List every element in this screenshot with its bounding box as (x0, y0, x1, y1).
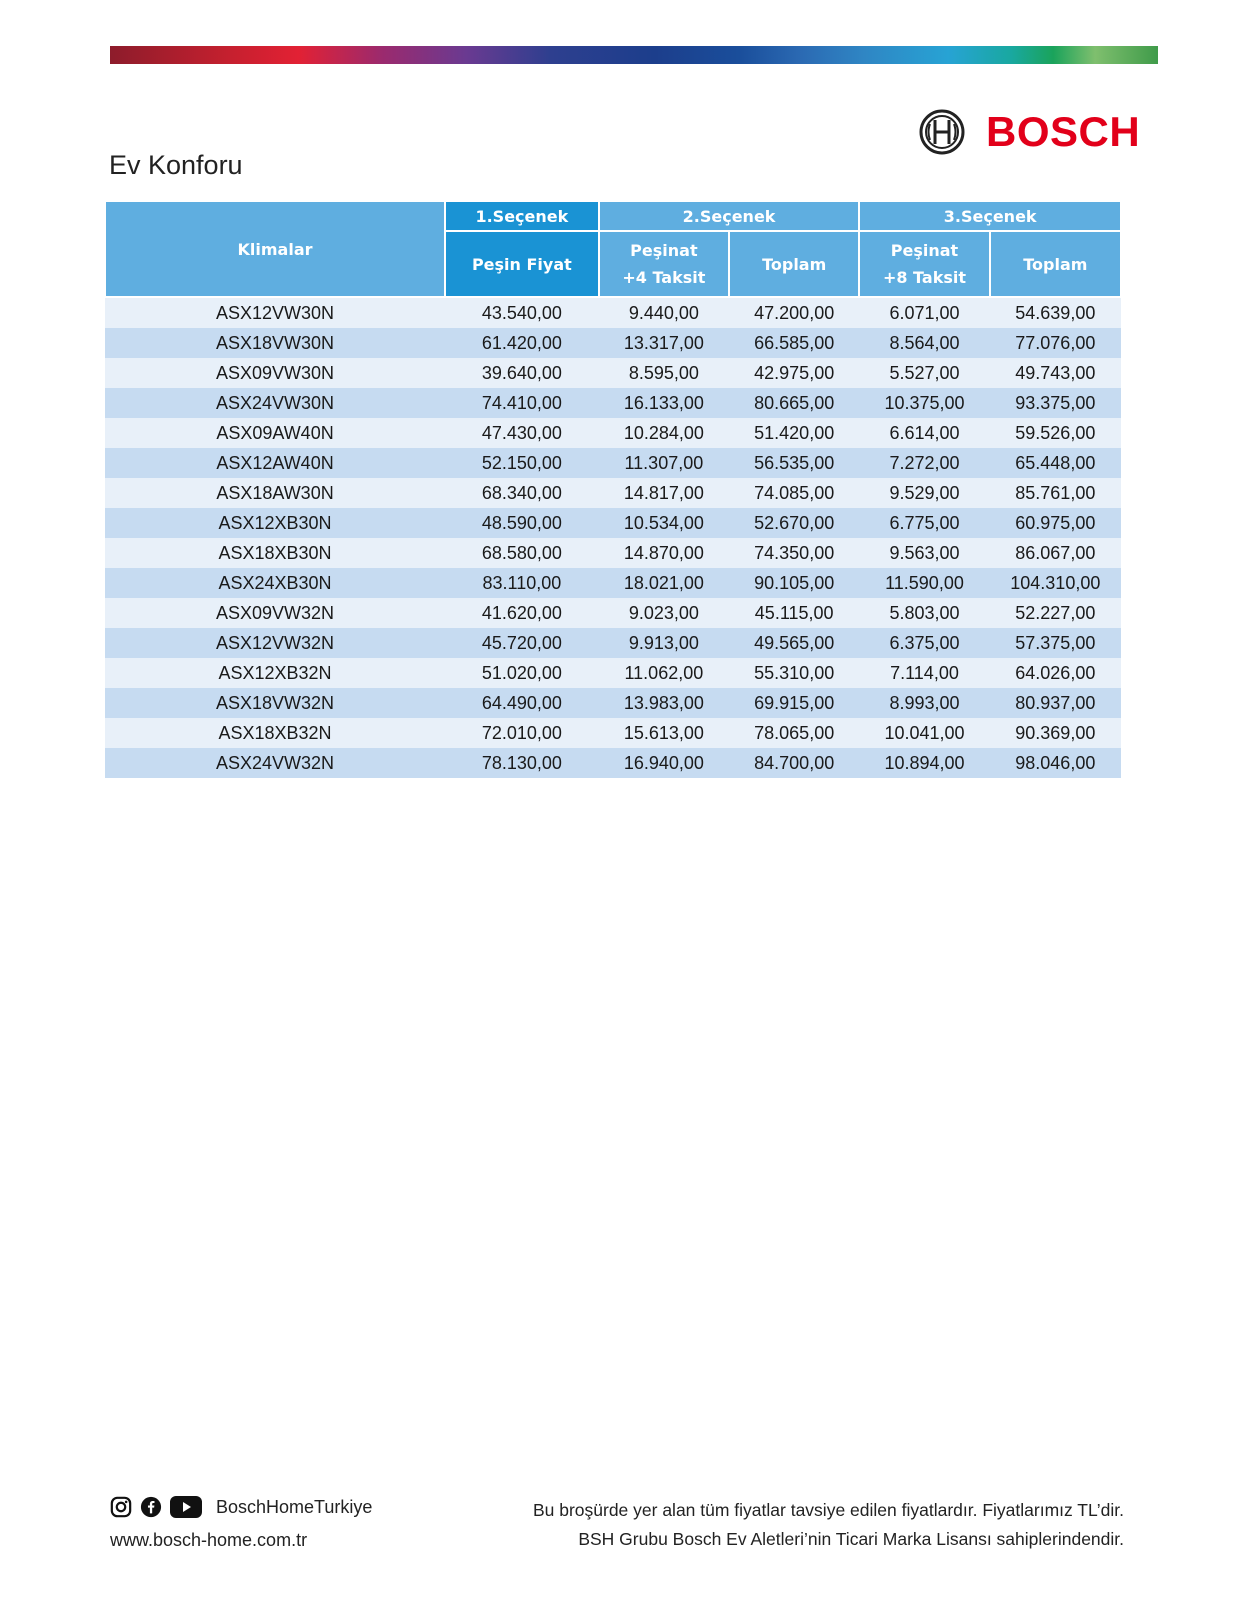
total-3-cell: 64.026,00 (990, 658, 1121, 688)
down-payment-4-installments-header (599, 231, 729, 297)
total-2-cell: 42.975,00 (729, 358, 859, 388)
table-row (105, 718, 1121, 748)
down-payment-4-cell: 9.023,00 (599, 598, 729, 628)
model-cell: ASX09VW32N (105, 598, 445, 628)
down-payment-8-cell: 6.375,00 (859, 628, 989, 658)
down-payment-8-cell: 10.041,00 (859, 718, 989, 748)
model-cell: ASX12XB30N (105, 508, 445, 538)
model-cell: ASX12VW32N (105, 628, 445, 658)
total-3-cell: 60.975,00 (990, 508, 1121, 538)
down-payment-4-cell: 11.062,00 (599, 658, 729, 688)
total-2-cell: 90.105,00 (729, 568, 859, 598)
facebook-icon[interactable] (140, 1496, 162, 1518)
total-2-cell: 51.420,00 (729, 418, 859, 448)
social-links (110, 1496, 372, 1518)
table-row (105, 478, 1121, 508)
total-2-cell: 55.310,00 (729, 658, 859, 688)
disclaimer-line-1: Bu broşürde yer alan tüm fiyatlar tavsiye edilen fiyatlardır. Fiyatlarımız TL’dir. (532, 1500, 1124, 1520)
down-payment-4-cell: 18.021,00 (599, 568, 729, 598)
total-2-cell: 47.200,00 (729, 297, 859, 328)
total-2-cell: 80.665,00 (729, 388, 859, 418)
total-3-cell: 98.046,00 (990, 748, 1121, 778)
model-cell: ASX12XB32N (105, 658, 445, 688)
brand-color-stripe (110, 46, 1158, 64)
down-payment-8-cell: 8.564,00 (859, 328, 989, 358)
cash-price-cell: 68.340,00 (445, 478, 599, 508)
model-cell: ASX09AW40N (105, 418, 445, 448)
total-3-cell: 57.375,00 (990, 628, 1121, 658)
total-3-cell: 80.937,00 (990, 688, 1121, 718)
total-2-cell: 45.115,00 (729, 598, 859, 628)
down-payment-8-cell: 9.563,00 (859, 538, 989, 568)
down-payment-4-cell: 10.284,00 (599, 418, 729, 448)
down-payment-8-cell: 7.114,00 (859, 658, 989, 688)
total-3-cell: 93.375,00 (990, 388, 1121, 418)
total-3-cell: 85.761,00 (990, 478, 1121, 508)
total-2-cell: 78.065,00 (729, 718, 859, 748)
model-cell: ASX18XB30N (105, 538, 445, 568)
total-3-cell: 52.227,00 (990, 598, 1121, 628)
down-payment-8-cell: 5.527,00 (859, 358, 989, 388)
total-2-cell: 66.585,00 (729, 328, 859, 358)
model-cell: ASX24XB30N (105, 568, 445, 598)
option-3-header: 3.Seçenek (859, 201, 1121, 231)
down-payment-4-cell: 16.133,00 (599, 388, 729, 418)
bosch-logo (918, 108, 1140, 156)
option-1-header: 1.Seçenek (445, 201, 599, 231)
down-payment-8-cell: 11.590,00 (859, 568, 989, 598)
total-3-cell: 59.526,00 (990, 418, 1121, 448)
down-payment-8-cell: 7.272,00 (859, 448, 989, 478)
total-3-cell: 54.639,00 (990, 297, 1121, 328)
down-payment-4-cell: 8.595,00 (599, 358, 729, 388)
model-cell: ASX18XB32N (105, 718, 445, 748)
down-payment-4-cell: 10.534,00 (599, 508, 729, 538)
model-cell: ASX24VW32N (105, 748, 445, 778)
table-row (105, 418, 1121, 448)
total-3-cell: 49.743,00 (990, 358, 1121, 388)
total-2-cell: 56.535,00 (729, 448, 859, 478)
down-payment-8-cell: 10.894,00 (859, 748, 989, 778)
down-payment-4-cell: 13.317,00 (599, 328, 729, 358)
cash-price-cell: 43.540,00 (445, 297, 599, 328)
cash-price-cell: 51.020,00 (445, 658, 599, 688)
table-row (105, 568, 1121, 598)
model-cell: ASX18AW30N (105, 478, 445, 508)
total-option-3-header: Toplam (990, 231, 1121, 297)
total-3-cell: 77.076,00 (990, 328, 1121, 358)
cash-price-cell: 72.010,00 (445, 718, 599, 748)
down-payment-8-cell: 6.614,00 (859, 418, 989, 448)
down-payment-8-installments-header (859, 231, 989, 297)
youtube-icon[interactable] (170, 1496, 202, 1518)
down-payment-4-cell: 13.983,00 (599, 688, 729, 718)
row-header-klimalar: Klimalar (105, 201, 445, 297)
down-payment-8-cell: 10.375,00 (859, 388, 989, 418)
table-row (105, 748, 1121, 778)
bosch-armature-icon (918, 108, 966, 156)
down-payment-8-cell: 8.993,00 (859, 688, 989, 718)
header-line: Peşinat (630, 241, 698, 260)
brand-wordmark: BOSCH (986, 108, 1141, 155)
table-row (105, 297, 1121, 328)
cash-price-cell: 52.150,00 (445, 448, 599, 478)
total-3-cell: 90.369,00 (990, 718, 1121, 748)
down-payment-8-cell: 6.775,00 (859, 508, 989, 538)
total-2-cell: 52.670,00 (729, 508, 859, 538)
cash-price-cell: 64.490,00 (445, 688, 599, 718)
total-3-cell: 86.067,00 (990, 538, 1121, 568)
price-table (104, 200, 1122, 778)
table-row (105, 598, 1121, 628)
header-line: Peşinat (890, 241, 959, 260)
cash-price-cell: 47.430,00 (445, 418, 599, 448)
header-line: +8 Taksit (882, 268, 966, 287)
total-2-cell: 84.700,00 (729, 748, 859, 778)
total-2-cell: 74.085,00 (729, 478, 859, 508)
table-row (105, 538, 1121, 568)
table-row (105, 628, 1121, 658)
model-cell: ASX12AW40N (105, 448, 445, 478)
down-payment-4-cell: 14.870,00 (599, 538, 729, 568)
down-payment-4-cell: 9.440,00 (599, 297, 729, 328)
cash-price-cell: 61.420,00 (445, 328, 599, 358)
social-handle[interactable]: BoschHomeTurkiye (216, 1496, 373, 1517)
model-cell: ASX24VW30N (105, 388, 445, 418)
down-payment-8-cell: 5.803,00 (859, 598, 989, 628)
total-3-cell: 65.448,00 (990, 448, 1121, 478)
cash-price-cell: 39.640,00 (445, 358, 599, 388)
model-cell: ASX09VW30N (105, 358, 445, 388)
model-cell: ASX18VW32N (105, 688, 445, 718)
down-payment-4-cell: 14.817,00 (599, 478, 729, 508)
down-payment-4-cell: 11.307,00 (599, 448, 729, 478)
table-row (105, 508, 1121, 538)
instagram-icon[interactable] (110, 1496, 132, 1518)
total-2-cell: 74.350,00 (729, 538, 859, 568)
cash-price-cell: 78.130,00 (445, 748, 599, 778)
cash-price-cell: 68.580,00 (445, 538, 599, 568)
total-2-cell: 49.565,00 (729, 628, 859, 658)
table-row (105, 358, 1121, 388)
cash-price-cell: 74.410,00 (445, 388, 599, 418)
table-row (105, 658, 1121, 688)
disclaimer (533, 1496, 1124, 1554)
table-row (105, 448, 1121, 478)
price-table-body (105, 297, 1121, 778)
total-3-cell: 104.310,00 (990, 568, 1121, 598)
table-row (105, 328, 1121, 358)
down-payment-8-cell: 6.071,00 (859, 297, 989, 328)
down-payment-4-cell: 15.613,00 (599, 718, 729, 748)
down-payment-4-cell: 9.913,00 (599, 628, 729, 658)
option-2-header: 2.Seçenek (599, 201, 860, 231)
down-payment-8-cell: 9.529,00 (859, 478, 989, 508)
cash-price-header: Peşin Fiyat (445, 231, 599, 297)
header-line: +4 Taksit (622, 268, 706, 287)
cash-price-cell: 41.620,00 (445, 598, 599, 628)
down-payment-4-cell: 16.940,00 (599, 748, 729, 778)
page-title: Ev Konforu (109, 150, 243, 180)
model-cell: ASX12VW30N (105, 297, 445, 328)
cash-price-cell: 48.590,00 (445, 508, 599, 538)
total-option-2-header: Toplam (729, 231, 859, 297)
website-link[interactable]: www.bosch-home.com.tr (110, 1530, 308, 1550)
model-cell: ASX18VW30N (105, 328, 445, 358)
total-2-cell: 69.915,00 (729, 688, 859, 718)
cash-price-cell: 45.720,00 (445, 628, 599, 658)
table-row (105, 388, 1121, 418)
cash-price-cell: 83.110,00 (445, 568, 599, 598)
disclaimer-line-2: BSH Grubu Bosch Ev Aletleri’nin Ticari Marka Lisansı sahiplerindendir. (578, 1529, 1124, 1549)
table-row (105, 688, 1121, 718)
